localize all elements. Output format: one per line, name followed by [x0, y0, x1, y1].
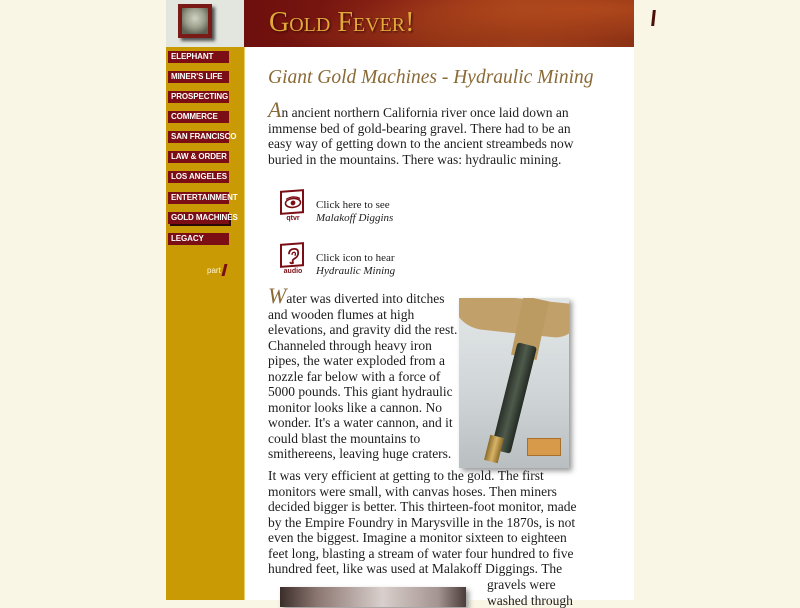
intro-text: n ancient northern California river once laid down an immense bed of gold-bearing gravel. There had to be an easy way of getting down to the ancient streambeds now buried in the mountains. There was: hydraulic mining.: [268, 105, 574, 167]
site-title: Gold Fever!: [269, 7, 415, 38]
qtvr-link[interactable]: [280, 190, 480, 226]
sidebar: [166, 47, 245, 600]
qtvr-tag: qtvr: [286, 215, 300, 222]
nav-prospecting[interactable]: PROSPECTING: [168, 91, 229, 103]
audio-caption-line2: Hydraulic Mining: [316, 264, 396, 277]
body-paragraph: [268, 283, 458, 462]
nav-commerce[interactable]: COMMERCE: [168, 111, 229, 123]
dropcap: A: [268, 97, 282, 122]
portrait-cell: [166, 0, 244, 47]
part-mark-icon: [651, 10, 656, 26]
foundry-plaque: [527, 438, 561, 456]
canvas-hose: [459, 298, 569, 340]
audio-tag: audio: [283, 268, 303, 275]
eye-icon[interactable]: [280, 189, 304, 215]
body-paragraph-wrap: gravels were washed through: [487, 577, 573, 608]
nav-elephant[interactable]: ELEPHANT: [168, 51, 229, 63]
qtvr-caption-line2: Malakoff Diggins: [316, 211, 394, 224]
brass-nozzle: [484, 435, 504, 464]
header-banner: [244, 0, 634, 47]
qtvr-caption-line1: Click here to see: [316, 199, 390, 211]
qtvr-caption[interactable]: [316, 199, 393, 224]
audio-caption[interactable]: [316, 252, 395, 277]
portrait-image[interactable]: [178, 4, 212, 38]
miner-face: [182, 8, 208, 34]
body-paragraph-continued: It was very efficient at getting to the gold. The first monitors were small, with canvas hoses. Then miners decided bigger is better. This thirteen-foot monitor, made by the Empire Foundry in Marysville in the 1870s, is not even the biggest. Imagine a monitor sixteen to eighteen feet long, blasting a stream of water four hundred to five hundred feet, like was used at Malakoff Diggings. The: [268, 468, 577, 576]
nav-miners-life[interactable]: MINER'S LIFE: [168, 71, 229, 83]
nav-law-order[interactable]: LAW & ORDER: [168, 151, 229, 163]
page-title: Giant Gold Machines - Hydraulic Mining: [268, 67, 594, 88]
intro-paragraph: [268, 97, 586, 167]
hydraulic-mining-photo[interactable]: [280, 587, 466, 607]
nav-los-angeles[interactable]: LOS ANGELES: [168, 171, 229, 183]
part-label: part: [207, 266, 221, 275]
nav-entertainment[interactable]: ENTERTAINMENT: [168, 192, 229, 204]
part-number-icon: [222, 264, 228, 276]
page: [166, 0, 634, 608]
ear-icon[interactable]: [280, 242, 304, 268]
hydraulic-monitor-photo[interactable]: [459, 298, 569, 468]
audio-caption-line1: Click icon to hear: [316, 252, 395, 264]
body-text-wrapped: ater was diverted into ditches and wooden flumes at high elevations, and gravity did the rest. Channeled through heavy iron pipes, the water exploded from a nozzle far below with a force of 5000 pounds. This giant hydraulic monitor looks like a cannon. No wonder. It's a water cannon, and it could blast the mountains to smithereens, leaving huge craters.: [268, 291, 458, 461]
dropcap: W: [268, 283, 287, 308]
nav-gold-machines[interactable]: GOLD MACHINES: [168, 212, 229, 224]
nav-san-francisco[interactable]: SAN FRANCISCO: [168, 131, 229, 143]
audio-link[interactable]: [280, 243, 480, 279]
nav-legacy[interactable]: LEGACY: [168, 233, 229, 245]
